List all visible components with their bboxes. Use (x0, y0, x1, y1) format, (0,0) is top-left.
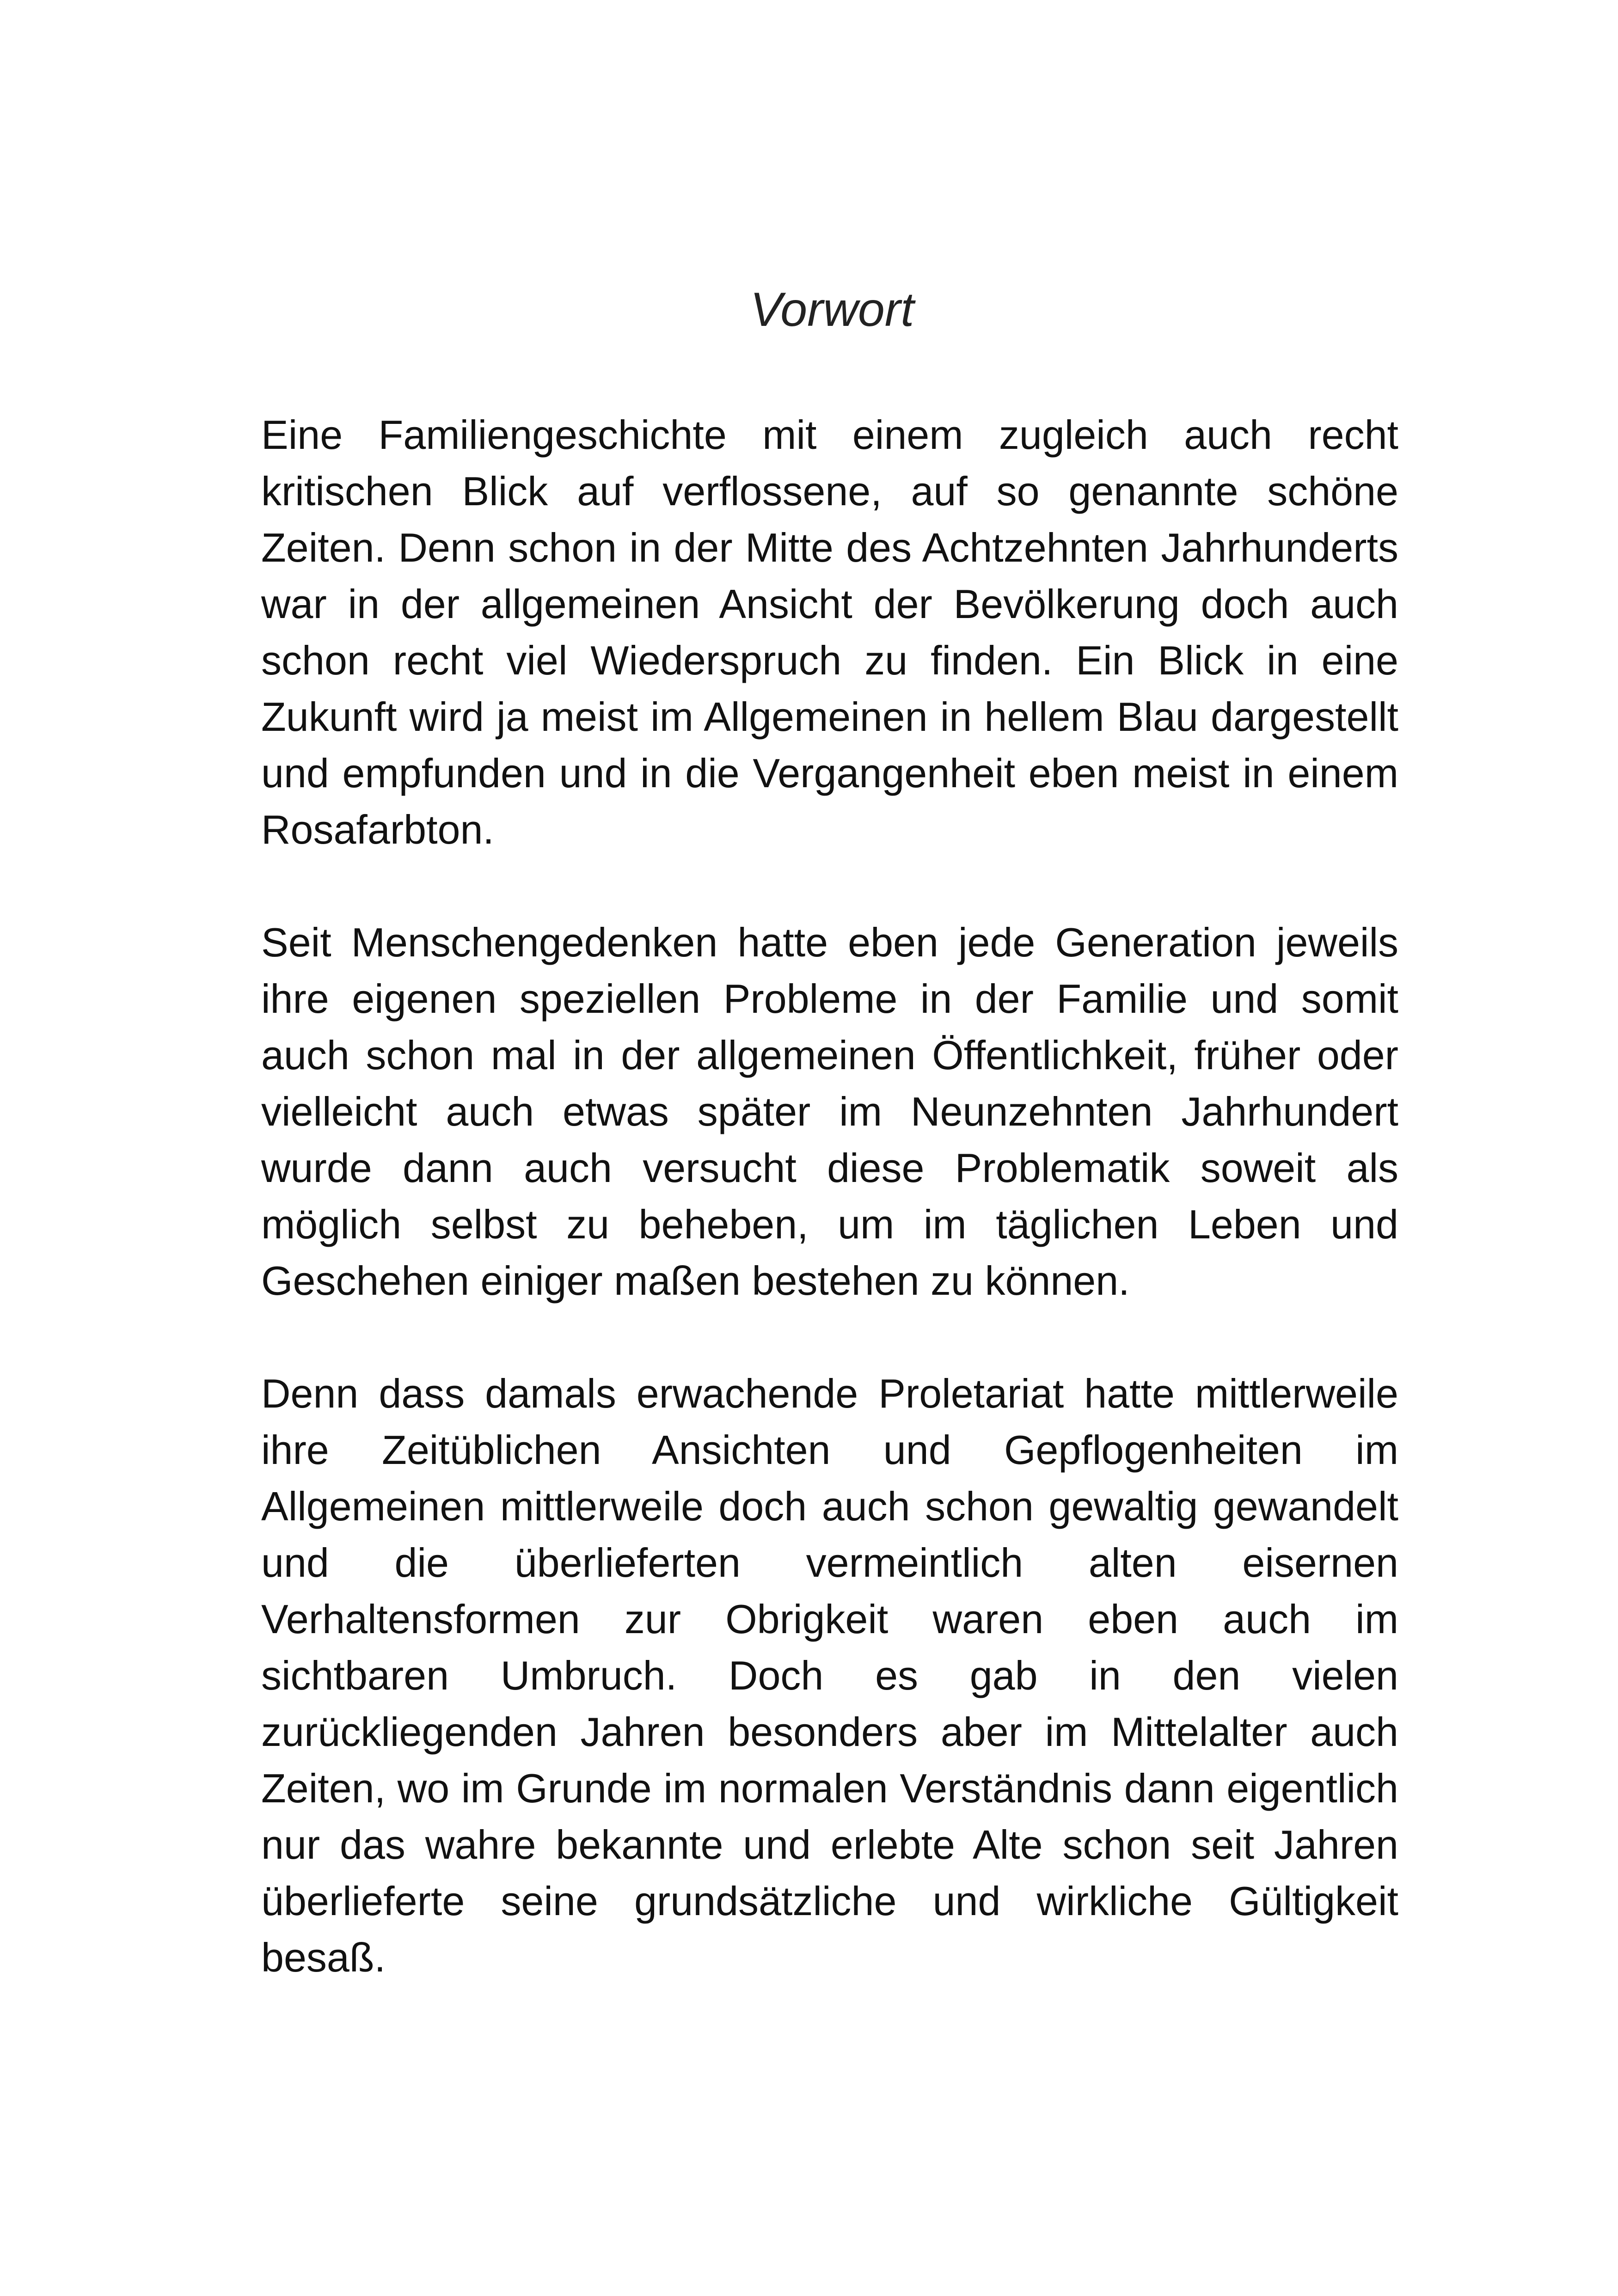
paragraph-1: Eine Familiengeschichte mit einem zugleich auch recht kritischen Blick auf verflossene, auf so genannte schöne Zeiten. Denn schon in der Mitte des Achtzehnten Jahrhunderts war in der allgemeinen Ansicht der Bevölkerung doch auch schon recht viel Wiederspruch zu finden. Ein Blick in eine Zukunft wird ja meist im Allgemeinen in hellem Blau dargestellt und empfunden und in die Vergangenheit eben meist in einem Rosafarbton. (261, 412, 1398, 852)
document-body (261, 407, 1398, 2042)
page-title: Vorwort (750, 283, 914, 337)
paragraph-3: Denn dass damals erwachende Proletariat hatte mittlerweile ihre Zeitüblichen Ansichten und Gepflogenheiten im Allgemeinen mittlerweile doch auch schon gewaltig gewandelt und die überlieferten vermeintlich alten eisernen Verhaltensformen zur Obrigkeit waren eben auch im sichtbaren Umbruch. Doch es gab in den vielen zurückliegenden Jahren besonders aber im Mittelalter auch Zeiten, wo im Grunde im normalen Verständnis dann eigentlich nur das wahre bekannte und erlebte Alte schon seit Jahren überlieferte seine grundsätzliche und wirkliche Gültigkeit besaß. (261, 1371, 1398, 1980)
paragraph-2: Seit Menschengedenken hatte eben jede Generation jeweils ihre eigenen speziellen Probleme in der Familie und somit auch schon mal in der allgemeinen Öffentlichkeit, früher oder vielleicht auch etwas später im Neunzehnten Jahrhundert wurde dann auch versucht diese Problematik soweit als möglich selbst zu beheben, um im täglichen Leben und Geschehen einiger maßen bestehen zu können. (261, 919, 1398, 1304)
